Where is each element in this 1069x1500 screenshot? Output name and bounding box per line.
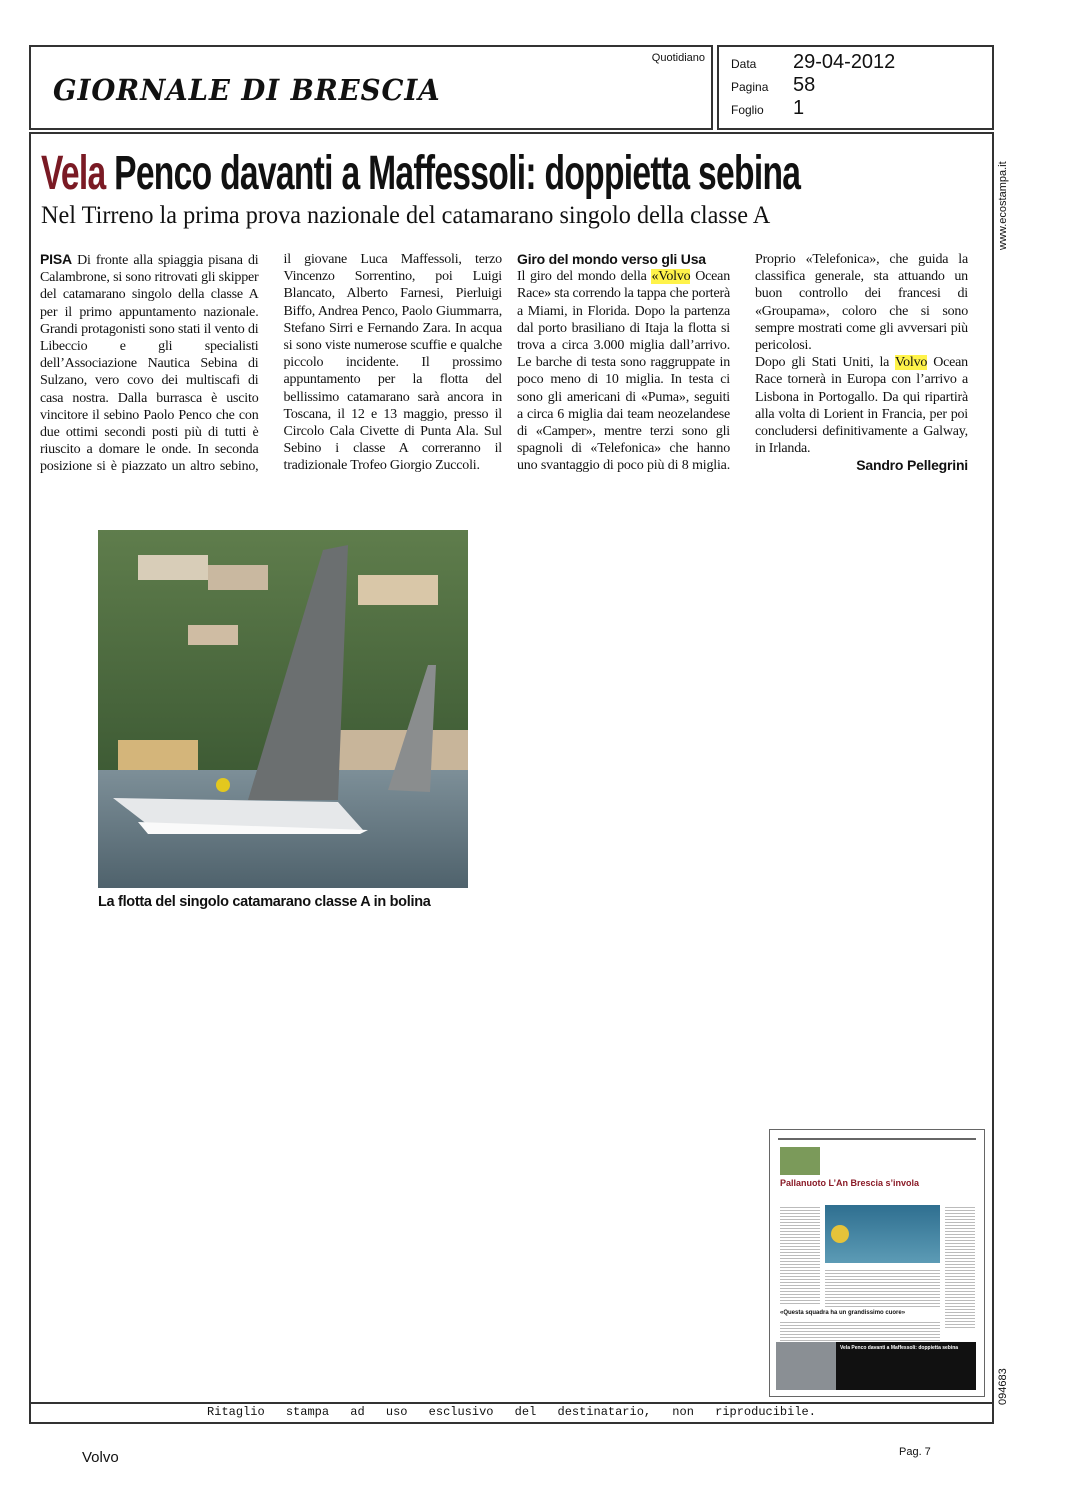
catamaran-photo [98,530,468,888]
body-text: Di fronte alla spiaggia pisana di Calambrone, si sono ritrovati gli skipper del catamarano singolo della classe A per il primo appuntamento nazionale. Grandi protagonisti sono stati il vento di Libeccio e gli specialisti dell’Associazione Nautica Sebina di Sulzano, vero covo dei multiscafi di casa nostra. Dalla burrasca è uscito vincitore il sebino Paolo Penco che con due ottimi secondi posti più di tutti è riuscito a domare le onde. In seconda posizione si è piazzato un altro sebino, il giovane Luca Maffessoli, terzo Vincenzo Sorrentino, poi Luigi Blancato, Alberto Farnesi, Pierluigi Biffo, Andrea Penco, Paolo Giummarra, Stefano Sirri e Fernando Zara. In acqua si sono viste numerose scuffie e qualche piccolo incidente. Il prossimo appuntamento per la flotta del bellissimo catamarano sarà ancora in Toscana, il 12 e 13 maggio, presso il Circolo Cala Civette di Punta Ala. Sul Sebino i classe A correranno il tradizionale Trofeo Giorgio Zuccoli. [40,252,502,475]
body-text: Ocean Race» sta correndo la tappa che porterà a Miami, in Florida. Dopo la partenza dal porto brasiliano di Itaja la flotta si trova a circa 3.000 miglia dall’arrivo. Le barche di testa sono raggruppate in poco meno di 10 miglia. In testa ci sono gli americani di «Puma», seguiti a circa 6 miglia dai team neozelandese di «Camper», mentre terzi sono gli spagnoli di «Telefonica» che hanno uno svantaggio di poco più di 8 miglia. Proprio «Telefonica», che guida la classifica generale, sta attuando un buon controllo dei francesi di «Groupama», coloro che si sono sempre mostrati come gli avversari più pericolosi. [517,252,968,474]
article-body-part1 [40,251,502,513]
meta-page [731,74,815,97]
newspaper-masthead: GIORNALE DI BRESCIA [53,73,441,107]
keyword-highlight: «Volvo [651,269,691,285]
meta-box [717,45,994,130]
page-thumbnail [769,1129,985,1397]
thumb-waterpolo-image [825,1205,940,1263]
thumb-text-col [825,1268,940,1308]
body-text: Il giro del mondo della [517,269,652,285]
dateline: PISA [40,251,72,267]
meta-value: 1 [793,97,805,119]
thumb-text-col [945,1205,975,1330]
body-text: Dopo gli Stati Uniti, la [755,355,895,371]
body-text: Ocean Race tornerà in Europa con l’arrivo a Lisbona in Portogallo. Da qui ripartirà alla volta di Lorient in Francia, per poi concludersi definitivamente a Galway, in Irlanda. [755,355,968,457]
section-title: Giro del mondo verso gli Usa [517,251,706,267]
photo-caption: La flotta del singolo catamarano classe A in bolina [98,894,431,910]
meta-value: 29-04-2012 [793,51,896,73]
thumb-rule [778,1138,976,1140]
headline-title: Penco davanti a Maffessoli: doppietta sebina [114,147,801,200]
meta-value: 58 [793,74,816,96]
thumb-bottom-headline: Vela Penco davanti a Maffessoli: doppietta sebina [840,1345,959,1351]
author-byline: Sandro Pellegrini [856,457,968,474]
article-body-part2 [517,251,968,513]
side-code: 094683 [997,1368,1009,1405]
thumb-bottom-article [776,1342,976,1390]
meta-label: Pagina [731,80,769,94]
thumb-headline: Pallanuoto L’An Brescia s’invola [780,1178,920,1188]
masthead-box [29,45,713,130]
subheadline: Nel Tirreno la prima prova nazionale del catamarano singolo della classe A [41,202,771,229]
page-number: Pag. 7 [899,1446,931,1458]
keyword-highlight: Volvo [894,355,928,371]
search-keyword: Volvo [82,1449,119,1466]
thumb-image [780,1147,820,1175]
meta-label: Foglio [731,103,764,117]
meta-label: Data [731,57,757,71]
headline [41,146,800,201]
meta-sheet [731,97,804,120]
article-clipping [29,132,994,1424]
thumb-text-col [780,1205,820,1305]
meta-date [731,51,895,74]
publication-type: Quotidiano [651,52,705,64]
headline-kicker: Vela [41,147,106,200]
reproduction-notice: Ritaglio stampa ad uso esclusivo del destinatario, non riproducibile. [31,1402,992,1422]
side-url: www.ecostampa.it [997,161,1009,250]
catamaran-photo-image [98,530,468,888]
thumb-quote: «Questa squadra ha un grandissimo cuore» [780,1310,906,1316]
